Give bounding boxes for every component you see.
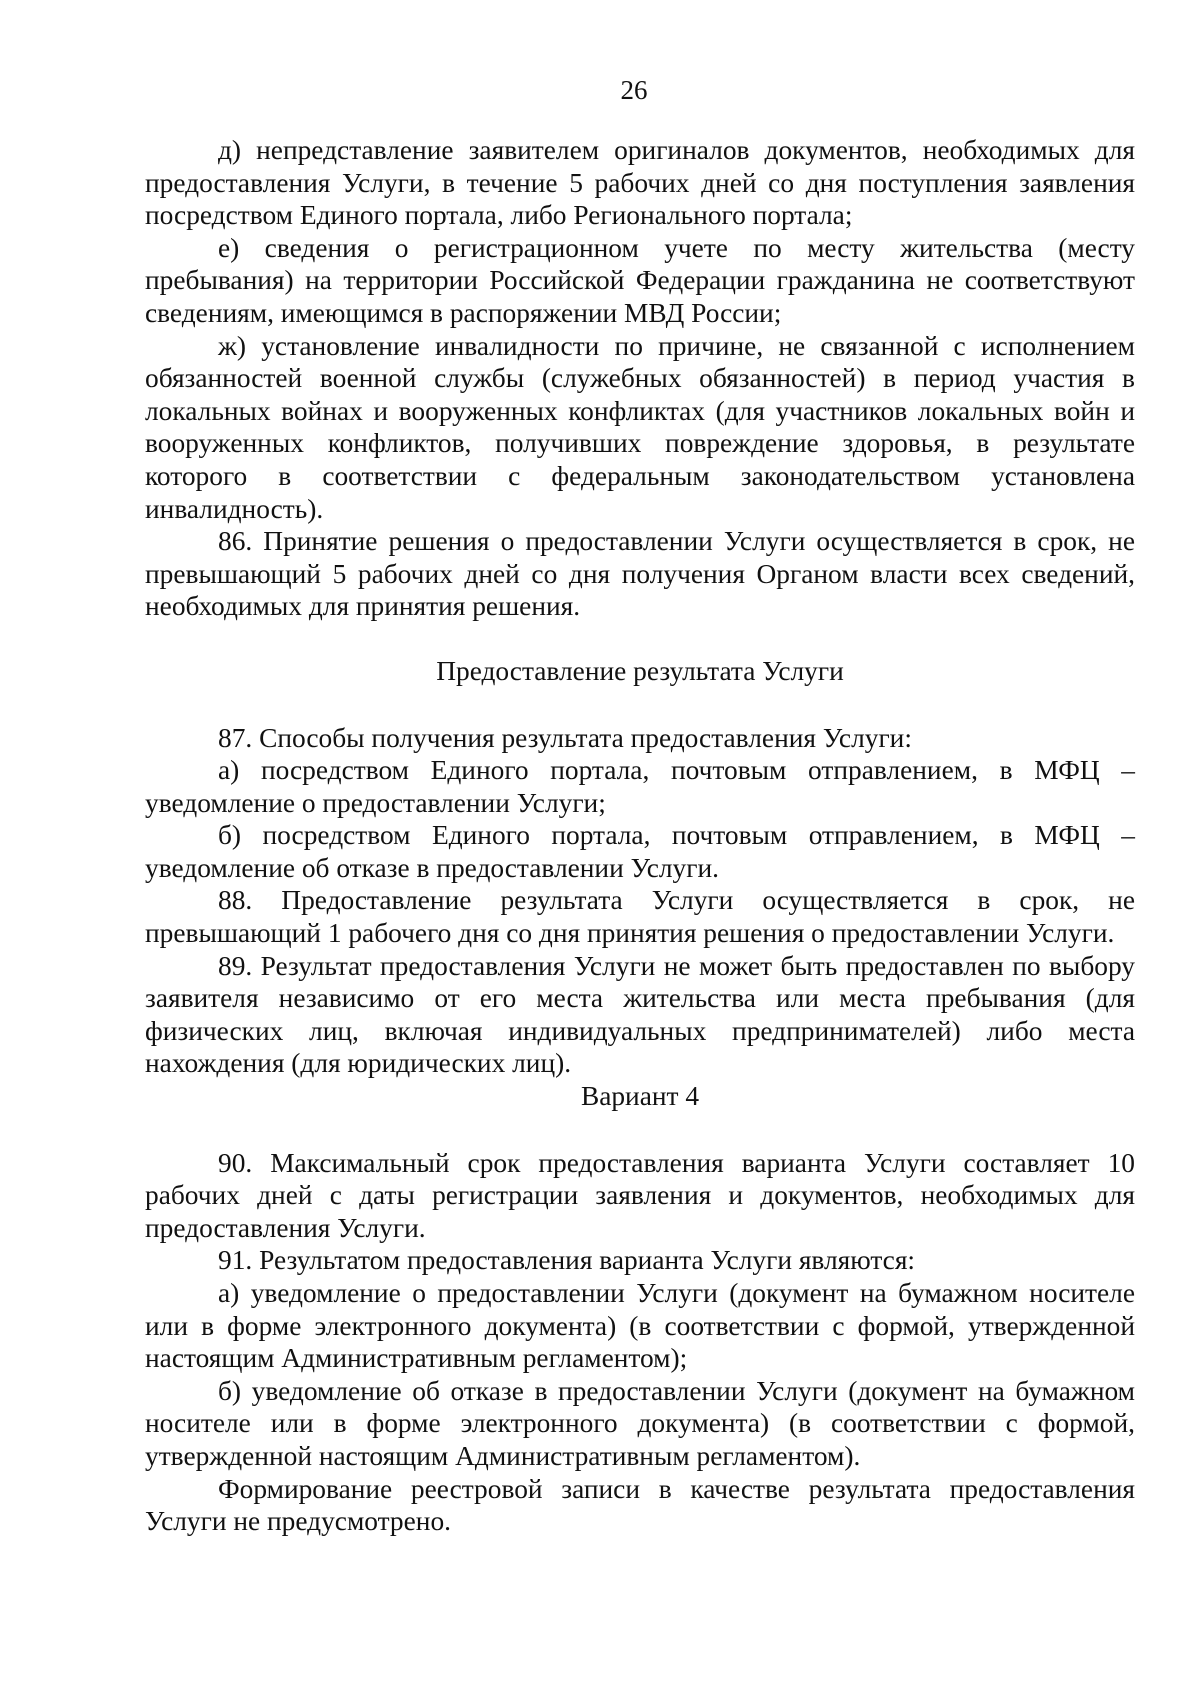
- section-heading-variant-4: Вариант 4: [580, 1081, 700, 1112]
- paragraph-d: д) непредставление заявителем оригиналов документов, необходимых для предоставления Услуги, в течение 5 рабочих дней со дня поступления заявления посредством Единого портала, либо Регионального портала;: [145, 135, 1135, 231]
- paragraph-90: 90. Максимальный срок предоставления варианта Услуги составляет 10 рабочих дней с даты регистрации заявления и документов, необходимых для предоставления Услуги.: [145, 1147, 1135, 1243]
- paragraph-89: 89. Результат предоставления Услуги не может быть предоставлен по выбору заявителя независимо от его места жительства или места пребывания (для физических лиц, включая индивидуальных предпринимателей) либо места нахождения (для юридических лиц).: [145, 950, 1135, 1079]
- paragraph-91-a: а) уведомление о предоставлении Услуги (документ на бумажном носителе или в форме электронного документа) (в соответствии с формой, утвержденной настоящим Административным регламентом);: [145, 1278, 1135, 1374]
- paragraph-88: 88. Предоставление результата Услуги осуществляется в срок, не превышающий 1 рабочего дня со дня принятия решения о предоставлении Услуги.: [145, 885, 1135, 949]
- paragraph-e: е) сведения о регистрационном учете по месту жительства (месту пребывания) на территории Российской Федерации гражданина не соответствуют сведениям, имеющимся в распоряжении МВД России;: [145, 232, 1135, 328]
- paragraph-86: 86. Принятие решения о предоставлении Услуги осуществляется в срок, не превышающий 5 рабочих дней со дня получения Органом власти всех сведений, необходимых для принятия решения.: [145, 526, 1135, 622]
- paragraph-zh: ж) установление инвалидности по причине, не связанной с исполнением обязанностей военной службы (служебных обязанностей) в период участия в локальных войнах и вооруженных конфликтах (для участников локальных войн и вооруженных конфликтов, получивших повреждение здоровья, в результате которого в соответствии с федеральным законодательством установлена инвалидность).: [145, 330, 1135, 524]
- paragraph-91-b: б) уведомление об отказе в предоставлении Услуги (документ на бумажном носителе или в форме электронного документа) (в соответствии с формой, утвержденной настоящим Административным регламентом).: [145, 1375, 1135, 1471]
- document-body: [145, 134, 1135, 1538]
- page-number: 26: [620, 75, 648, 105]
- paragraph-registry-record: Формирование реестровой записи в качестве результата предоставления Услуги не предусмотрено.: [145, 1473, 1135, 1537]
- section-heading-result: Предоставление результата Услуги: [436, 655, 844, 686]
- paragraph-87: 87. Способы получения результата предоставления Услуги:: [218, 722, 912, 753]
- paragraph-87-a: а) посредством Единого портала, почтовым отправлением, в МФЦ – уведомление о предоставлении Услуги;: [145, 755, 1135, 818]
- paragraph-87-b: б) посредством Единого портала, почтовым отправлением, в МФЦ – уведомление об отказе в предоставлении Услуги.: [145, 820, 1135, 883]
- paragraph-91: 91. Результатом предоставления варианта Услуги являются:: [218, 1245, 916, 1276]
